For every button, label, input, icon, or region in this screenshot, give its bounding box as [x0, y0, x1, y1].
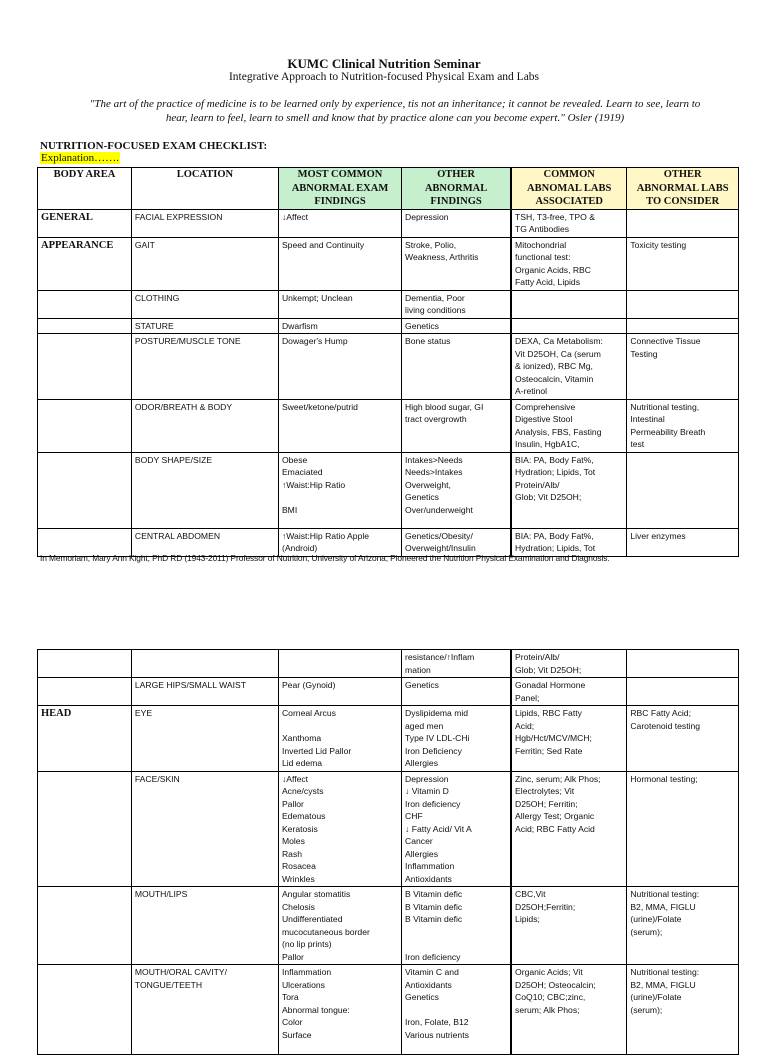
cell-text: serum; Alk Phos;: [515, 1004, 580, 1015]
cell-text: Glob; Vit D25OH;: [515, 664, 582, 675]
cell-text: B Vitamin defic: [405, 889, 463, 899]
cell-text: ↑Waist:Hip Ratio: [281, 479, 346, 490]
cell-text: Vitamin C and: [405, 967, 459, 977]
cell-text: High blood sugar, GI: [405, 401, 484, 412]
cell-text: BIA: PA, Body Fat%,: [515, 454, 594, 465]
most-common-findings-cell: [278, 399, 401, 452]
body-area-cell: [38, 290, 132, 318]
location-cell: [131, 334, 278, 400]
cell-text: Dementia, Poor: [405, 292, 465, 303]
cell-text: DEXA, Ca Metabolism:: [515, 336, 603, 346]
cell-text: (Android): [281, 543, 318, 553]
cell-text: EYE: [134, 708, 153, 718]
most-common-findings-cell: [278, 650, 401, 678]
cell-text: Cancer: [405, 836, 433, 846]
cell-text: A-retinol: [515, 386, 548, 396]
header-location: LOCATION: [131, 168, 278, 210]
cell-text: Ulcerations: [281, 979, 325, 990]
cell-text: Allergy Test; Organic: [515, 811, 595, 821]
cell-text: ↓Affect: [281, 773, 309, 784]
cell-text: Dyslipidema mid: [405, 708, 469, 718]
cell-text: resistance/↑Inflam: [405, 652, 475, 662]
other-labs-cell: [627, 399, 739, 452]
body-area-cell: HEAD: [38, 706, 132, 772]
cell-text: Electrolytes; Vit: [515, 786, 575, 796]
table-row-face-skin: [38, 771, 739, 887]
other-findings-cell: [402, 290, 512, 318]
document-page-2: [0, 629, 768, 1040]
other-labs-cell: [627, 237, 739, 290]
cell-text: Acid;: [515, 720, 535, 731]
common-labs-cell: [511, 334, 627, 400]
cell-text: Lid edema: [281, 758, 323, 768]
cell-text: ↓Affect: [281, 211, 309, 222]
osler-quote: "The art of the practice of medicine is to be learned only by experience, tis not an inheritance; it cannot be revealed. Learn to see, learn to hear, learn to feel, learn to smell and know that by practice alone can you become expert." Osler (1919): [89, 98, 701, 124]
cell-text: Over/underweight: [405, 504, 473, 515]
cell-text: Panel;: [515, 692, 540, 703]
cell-text: (serum);: [630, 926, 663, 937]
cell-text: Insulin, HgbA1C,: [515, 439, 580, 449]
table-row-mouth-lips: [38, 887, 739, 965]
other-labs-cell: [627, 334, 739, 400]
exam-checklist-table-continued: [37, 649, 739, 1055]
common-labs-cell: [511, 965, 627, 1055]
cell-text: Inflammation: [405, 861, 455, 871]
cell-text: (serum);: [630, 1004, 663, 1015]
header-other-abnormal: OTHER ABNORMAL FINDINGS: [402, 168, 512, 210]
location-cell: [131, 318, 278, 334]
cell-text: MOUTH/ORAL CAVITY/: [134, 967, 228, 977]
cell-text: Iron deficiency: [405, 798, 461, 809]
cell-text: Type IV LDL-CHi: [405, 733, 470, 743]
location-cell: [131, 399, 278, 452]
table-row-blank: [38, 650, 739, 678]
cell-text: Glob; Vit D25OH;: [515, 492, 582, 502]
table-row-large-hips-small-waist: [38, 678, 739, 706]
checklist-heading: NUTRITION-FOCUSED EXAM CHECKLIST:: [40, 140, 268, 152]
cell-text: MOUTH/LIPS: [134, 889, 188, 899]
location-cell: [131, 290, 278, 318]
common-labs-cell: [511, 452, 627, 528]
cell-text: FACE/SKIN: [134, 773, 180, 784]
cell-text: Sweet/ketone/putrid: [281, 401, 358, 412]
other-findings-cell: [402, 887, 512, 965]
other-labs-cell: [627, 452, 739, 528]
cell-text: CLOTHING: [134, 292, 180, 303]
common-labs-cell: [511, 290, 627, 318]
body-area-cell: [38, 650, 132, 678]
common-labs-cell: [511, 399, 627, 452]
cell-text: functional test:: [515, 252, 571, 262]
other-findings-cell: [402, 528, 512, 556]
cell-text: (urine)/Folate: [630, 992, 682, 1002]
cell-text: Organic Acids, RBC: [515, 264, 591, 275]
cell-text: TSH, T3-free, TPO &: [515, 211, 595, 222]
table-row-mouth-oral-cavity-tongue-teeth: [38, 965, 739, 1055]
cell-text: Depression: [405, 773, 449, 784]
cell-text: POSTURE/MUSCLE TONE: [134, 336, 241, 346]
page-subtitle: Integrative Approach to Nutrition-focused Physical Exam and Labs: [228, 71, 540, 83]
cell-text: Unkempt; Unclean: [281, 292, 353, 303]
body-area-cell: [38, 678, 132, 706]
cell-text: D25OH; Ferritin;: [515, 798, 578, 809]
cell-text: Ferritin; Sed Rate: [515, 745, 583, 756]
other-findings-cell: [402, 334, 512, 400]
cell-text: Overweight,: [405, 479, 451, 490]
page-gap: [0, 585, 768, 629]
other-labs-cell: [627, 290, 739, 318]
cell-text: Rash: [281, 848, 303, 859]
most-common-findings-cell: [278, 452, 401, 528]
common-labs-cell: [511, 237, 627, 290]
cell-text: Intestinal: [630, 414, 665, 424]
body-area-cell: [38, 887, 132, 965]
cell-text: Permeability Breath: [630, 426, 706, 437]
cell-text: Connective Tissue: [630, 336, 701, 346]
cell-text: Genetics: [405, 680, 439, 690]
cell-text: Overweight/Insulin: [405, 543, 476, 553]
table-row-eye: [38, 706, 739, 772]
cell-text: Keratosis: [281, 823, 318, 834]
most-common-findings-cell: [278, 771, 401, 887]
location-cell: [131, 209, 278, 237]
cell-text: Iron, Folate, B12: [405, 1017, 469, 1027]
cell-text: Intakes>Needs: [405, 454, 463, 465]
other-findings-cell: [402, 771, 512, 887]
location-cell: [131, 452, 278, 528]
table-header-row: [38, 168, 739, 210]
cell-text: Edematous: [281, 811, 326, 821]
cell-text: Iron Deficiency: [405, 745, 462, 756]
cell-text: Inverted Lid Pallor: [281, 745, 352, 756]
cell-text: D25OH; Osteocalcin;: [515, 979, 596, 990]
cell-text: aged men: [405, 720, 444, 731]
table-row-gait: [38, 237, 739, 290]
cell-text: Carotenoid testing: [630, 720, 701, 731]
cell-text: FACIAL EXPRESSION: [134, 211, 223, 222]
cell-text: Allergies: [405, 758, 438, 768]
table-row-odor-breath-body: [38, 399, 739, 452]
common-labs-cell: [511, 771, 627, 887]
cell-text: Nutritional testing:: [630, 889, 700, 899]
cell-text: Nutritional testing,: [630, 401, 700, 412]
other-findings-cell: [402, 678, 512, 706]
common-labs-cell: [511, 209, 627, 237]
cell-text: BMI: [281, 504, 298, 515]
cell-text: Pallor: [281, 798, 304, 809]
cell-text: (urine)/Folate: [630, 914, 682, 924]
memoriam-note: In Memoriam, Mary Ann Kight, PhD RD (1943-2011) Professor of Nutrition, University of Arizona, Pioneered the Nutrition Physical Examination and Diagnosis.: [40, 553, 610, 563]
header-body-area: BODY AREA: [38, 168, 132, 210]
cell-text: Xanthoma: [281, 733, 322, 743]
most-common-findings-cell: [278, 237, 401, 290]
location-cell: [131, 650, 278, 678]
most-common-findings-cell: [278, 318, 401, 334]
cell-text: Rosacea: [281, 861, 316, 871]
other-labs-cell: [627, 678, 739, 706]
cell-text: Depression: [405, 211, 449, 222]
common-labs-cell: [511, 528, 627, 556]
other-findings-cell: [402, 399, 512, 452]
header-other-labs: OTHER ABNORMAL LABS TO CONSIDER: [627, 168, 739, 210]
cell-text: tract overgrowth: [405, 414, 467, 424]
body-area-cell: [38, 771, 132, 887]
cell-text: Pallor: [281, 951, 304, 962]
location-cell: [131, 706, 278, 772]
cell-text: BODY SHAPE/SIZE: [134, 454, 213, 465]
cell-text: Antioxidants: [405, 873, 452, 884]
other-findings-cell: [402, 650, 512, 678]
body-area-cell: [38, 399, 132, 452]
location-cell: [131, 678, 278, 706]
other-labs-cell: [627, 650, 739, 678]
body-area-cell: [38, 528, 132, 556]
cell-text: Moles: [281, 836, 305, 846]
most-common-findings-cell: [278, 290, 401, 318]
other-findings-cell: [402, 209, 512, 237]
cell-text: Organic Acids; Vit: [515, 967, 583, 977]
cell-text: Tora: [281, 992, 299, 1002]
cell-text: CoQ10; CBC;zinc,: [515, 992, 586, 1002]
cell-text: Emaciated: [281, 467, 323, 477]
cell-text: Genetics/Obesity/: [405, 530, 473, 541]
cell-text: test: [630, 439, 645, 449]
body-area-cell: APPEARANCE: [38, 237, 132, 290]
table-row-clothing: [38, 290, 739, 318]
body-area-cell: [38, 965, 132, 1055]
cell-text: Genetics: [405, 492, 439, 502]
most-common-findings-cell: [278, 706, 401, 772]
cell-text: Corneal Arcus: [281, 708, 336, 718]
cell-text: Vit D25OH, Ca (serum: [515, 348, 601, 359]
cell-text: Lipids, RBC Fatty: [515, 708, 582, 718]
other-labs-cell: [627, 771, 739, 887]
other-findings-cell: [402, 318, 512, 334]
location-cell: [131, 887, 278, 965]
cell-text: B Vitamin defic: [405, 914, 463, 924]
cell-text: Acne/cysts: [281, 786, 324, 796]
location-cell: [131, 237, 278, 290]
other-findings-cell: [402, 237, 512, 290]
cell-text: Antioxidants: [405, 979, 452, 990]
most-common-findings-cell: [278, 334, 401, 400]
cell-text: Angular stomatitis: [281, 889, 351, 899]
cell-text: [405, 938, 507, 951]
cell-text: Nutritional testing:: [630, 967, 700, 977]
common-labs-cell: [511, 318, 627, 334]
table-row-stature: [38, 318, 739, 334]
header-common-labs: COMMON ABNOMAL LABS ASSOCIATED: [511, 168, 627, 210]
cell-text: B2, MMA, FIGLU: [630, 979, 696, 990]
cell-text: Genetics: [405, 320, 439, 331]
cell-text: [282, 491, 398, 504]
other-labs-cell: [627, 706, 739, 772]
location-cell: [131, 528, 278, 556]
table-row-posture-muscle-tone: [38, 334, 739, 400]
other-findings-cell: [402, 965, 512, 1055]
exam-checklist-table: [37, 167, 739, 557]
cell-text: ↑Waist:Hip Ratio Apple: [281, 530, 370, 541]
cell-text: Needs>Intakes: [405, 467, 463, 477]
most-common-findings-cell: [278, 528, 401, 556]
cell-text: Abnormal tongue:: [281, 1004, 350, 1015]
cell-text: Hydration; Lipids, Tot: [515, 467, 596, 477]
table-row-facial-expression: [38, 209, 739, 237]
other-findings-cell: [402, 452, 512, 528]
body-area-cell: [38, 318, 132, 334]
cell-text: Dowager's Hump: [281, 336, 348, 346]
cell-text: Lipids;: [515, 914, 540, 924]
other-findings-cell: [402, 706, 512, 772]
cell-text: Zinc, serum; Alk Phos;: [515, 773, 601, 784]
cell-text: Testing: [630, 348, 658, 359]
cell-text: Inflammation: [281, 967, 332, 977]
cell-text: Obese: [281, 454, 308, 465]
table-row-body-shape-size: [38, 452, 739, 528]
common-labs-cell: [511, 650, 627, 678]
cell-text: BIA: PA, Body Fat%,: [515, 530, 594, 541]
cell-text: D25OH;Ferritin;: [515, 901, 576, 912]
cell-text: Genetics: [405, 992, 439, 1002]
cell-text: ↓ Vitamin D: [405, 786, 449, 796]
explanation-highlight: Explanation…….: [41, 152, 119, 164]
common-labs-cell: [511, 678, 627, 706]
cell-text: ↓ Fatty Acid/ Vit A: [405, 823, 472, 834]
most-common-findings-cell: [278, 209, 401, 237]
header-most-common: MOST COMMON ABNORMAL EXAM FINDINGS: [278, 168, 401, 210]
cell-text: mucocutaneous border: [281, 926, 370, 937]
cell-text: TONGUE/TEETH: [134, 979, 203, 990]
location-cell: [131, 965, 278, 1055]
most-common-findings-cell: [278, 887, 401, 965]
other-labs-cell: [627, 318, 739, 334]
cell-text: Undifferentiated: [281, 914, 343, 924]
cell-text: Weakness, Arthritis: [405, 252, 479, 262]
cell-text: Gonadal Hormone: [515, 680, 586, 690]
body-area-cell: GENERAL: [38, 209, 132, 237]
cell-text: Fatty Acid, Lipids: [515, 277, 581, 287]
other-labs-cell: [627, 965, 739, 1055]
cell-text: Various nutrients: [405, 1029, 469, 1040]
cell-text: Mitochondrial: [515, 239, 567, 250]
cell-text: B2, MMA, FIGLU: [630, 901, 696, 912]
body-area-cell: [38, 452, 132, 528]
cell-text: TG Antibodies: [515, 224, 570, 234]
most-common-findings-cell: [278, 965, 401, 1055]
cell-text: ODOR/BREATH & BODY: [134, 401, 233, 412]
cell-text: Speed and Continuity: [281, 239, 365, 250]
cell-text: Dwarfism: [281, 320, 318, 331]
cell-text: CHF: [405, 811, 423, 821]
cell-text: Pear (Gynoid): [281, 680, 336, 690]
cell-text: Wrinkles: [281, 873, 315, 884]
other-labs-cell: [627, 887, 739, 965]
cell-text: mation: [405, 664, 431, 675]
cell-text: CBC,Vit: [515, 889, 546, 899]
cell-text: RBC Fatty Acid;: [630, 708, 691, 718]
cell-text: Color: [281, 1017, 303, 1027]
cell-text: STATURE: [134, 320, 174, 331]
page-title: KUMC Clinical Nutrition Seminar: [287, 56, 481, 71]
cell-text: Bone status: [405, 336, 451, 346]
cell-text: Hydration; Lipids, Tot: [515, 543, 596, 553]
cell-text: Toxicity testing: [630, 239, 687, 250]
cell-text: Liver enzymes: [630, 530, 686, 541]
cell-text: LARGE HIPS/SMALL WAIST: [134, 680, 246, 690]
cell-text: [405, 926, 507, 939]
cell-text: [405, 1004, 507, 1017]
cell-text: Comprehensive: [515, 401, 576, 412]
cell-text: Acid; RBC Fatty Acid: [515, 823, 595, 834]
cell-text: Stroke, Polio,: [405, 239, 457, 250]
cell-text: (no lip prints): [281, 939, 332, 949]
body-area-cell: [38, 334, 132, 400]
cell-text: Hgb/Hct/MCV/MCH;: [515, 733, 592, 743]
cell-text: B Vitamin defic: [405, 901, 463, 912]
cell-text: Iron deficiency: [405, 951, 461, 962]
other-labs-cell: [627, 209, 739, 237]
cell-text: Chelosis: [281, 901, 315, 912]
cell-text: Allergies: [405, 848, 438, 859]
cell-text: Hormonal testing;: [630, 773, 698, 784]
common-labs-cell: [511, 706, 627, 772]
cell-text: CENTRAL ABDOMEN: [134, 530, 221, 541]
cell-text: living conditions: [405, 305, 466, 315]
cell-text: [282, 720, 398, 733]
cell-text: Analysis, FBS, Fasting: [515, 426, 602, 437]
cell-text: Protein/Alb/: [515, 652, 560, 662]
cell-text: Surface: [281, 1029, 312, 1040]
location-cell: [131, 771, 278, 887]
table-row-central-abdomen: [38, 528, 739, 556]
most-common-findings-cell: [278, 678, 401, 706]
cell-text: GAIT: [134, 239, 155, 250]
cell-text: Osteocalcin, Vitamin: [515, 373, 594, 384]
other-labs-cell: [627, 528, 739, 556]
cell-text: Protein/Alb/: [515, 479, 560, 490]
common-labs-cell: [511, 887, 627, 965]
cell-text: Digestive Stool: [515, 414, 573, 424]
cell-text: & ionized), RBC Mg,: [515, 361, 593, 371]
